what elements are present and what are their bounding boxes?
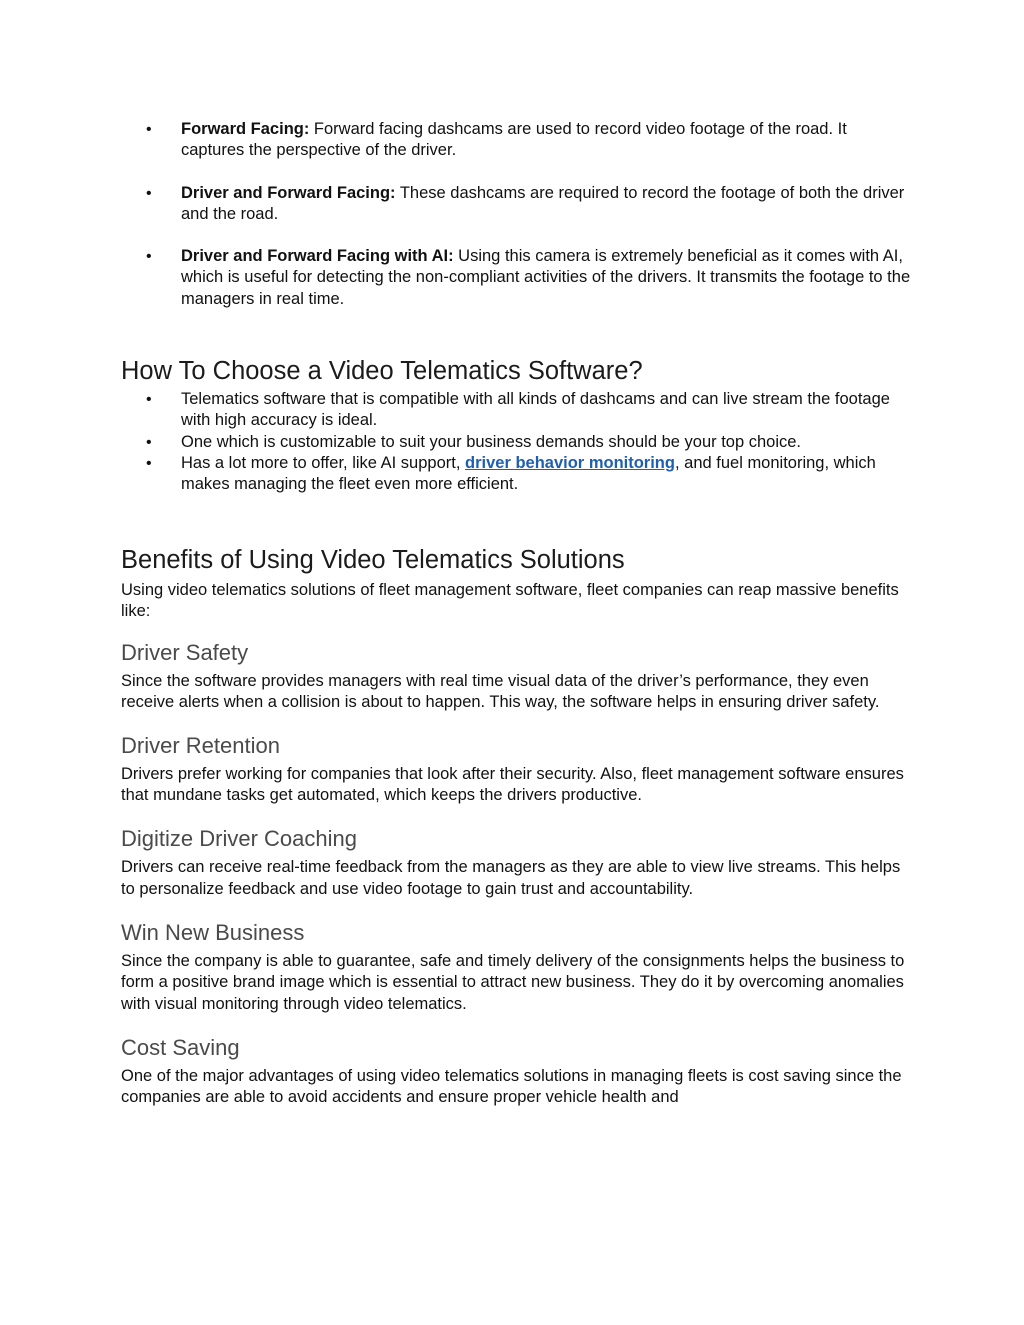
list-item — [121, 183, 911, 226]
section-body-cost-saving: One of the major advantages of using video telematics solutions in managing fleets is cost saving since the companies are able to avoid accidents and ensure proper vehicle health and — [121, 1066, 902, 1107]
list-item — [121, 453, 911, 496]
list-item-text: One which is customizable to suit your business demands should be your top choice. — [181, 432, 801, 451]
list-item — [121, 246, 911, 310]
section-title-driver-retention: Driver Retention — [121, 732, 280, 758]
section-body-digitize-driver-coaching: Drivers can receive real-time feedback from the managers as they are able to view live streams. This helps to personalize feedback and use video footage to gain trust and accountability. — [121, 858, 901, 898]
list-item-text: Telematics software that is compatible with all kinds of dashcams and can live stream the footage with high accuracy is ideal. — [181, 390, 890, 430]
bullet-icon: • — [146, 433, 152, 451]
list-item-term: Forward Facing: — [181, 120, 310, 138]
list-item-text: , and fuel monitoring, which makes managing the fleet even more efficient. — [181, 453, 876, 494]
choose-heading: How To Choose a Video Telematics Software? — [121, 357, 643, 386]
section-body-driver-retention: Drivers prefer working for companies that look after their security. Also, fleet management software ensures that mundane tasks get automated, which keeps the drivers productive. — [121, 764, 904, 805]
section-title-win-new-business: Win New Business — [121, 919, 305, 945]
document-content — [121, 119, 911, 1108]
section-body-driver-safety: Since the software provides managers with real time visual data of the driver’s performance, they even receive alerts when a collision is about to happen. This way, the software helps in ensuring driver safety. — [121, 672, 880, 712]
list-item-term: Driver and Forward Facing with AI: — [181, 247, 454, 266]
bullet-icon: • — [146, 184, 152, 202]
list-item — [121, 119, 911, 162]
choose-list — [121, 389, 911, 495]
bullet-icon: • — [146, 121, 152, 138]
list-item-text: Using this camera is extremely beneficial as it comes with AI, which is useful for detecting the non-compliant activities of the drivers. It transmits the footage to the managers in real time. — [181, 247, 911, 308]
section-body-win-new-business: Since the company is able to guarantee, safe and timely delivery of the consignments helps the business to form a positive brand image which is essential to attract new business. They do it by overcoming anomalies with visual monitoring through video telematics. — [121, 951, 905, 1013]
driver-behavior-monitoring-link[interactable]: driver behavior monitoring — [465, 453, 675, 472]
list-item-term: Driver and Forward Facing: — [181, 183, 396, 202]
section-title-cost-saving: Cost Saving — [121, 1034, 240, 1060]
list-item-text: These dashcams are required to record the footage of both the driver and the road. — [181, 183, 905, 223]
dashcam-types-list — [121, 119, 911, 310]
section-title-digitize-driver-coaching: Digitize Driver Coaching — [121, 826, 357, 852]
list-item-text: Has a lot more to offer, like AI support, — [181, 453, 466, 472]
list-item — [121, 432, 911, 453]
section-title-driver-safety: Driver Safety — [121, 640, 249, 666]
bullet-icon: • — [146, 248, 152, 266]
bullet-icon: • — [146, 454, 152, 472]
list-item-text: Forward facing dashcams are used to record video footage of the road. It captures the perspective of the driver. — [181, 120, 847, 160]
benefits-intro: Using video telematics solutions of fleet management software, fleet companies can reap massive benefits like: — [121, 580, 899, 620]
benefits-heading: Benefits of Using Video Telematics Solutions — [121, 545, 625, 574]
list-item — [121, 389, 911, 432]
bullet-icon: • — [146, 391, 152, 409]
